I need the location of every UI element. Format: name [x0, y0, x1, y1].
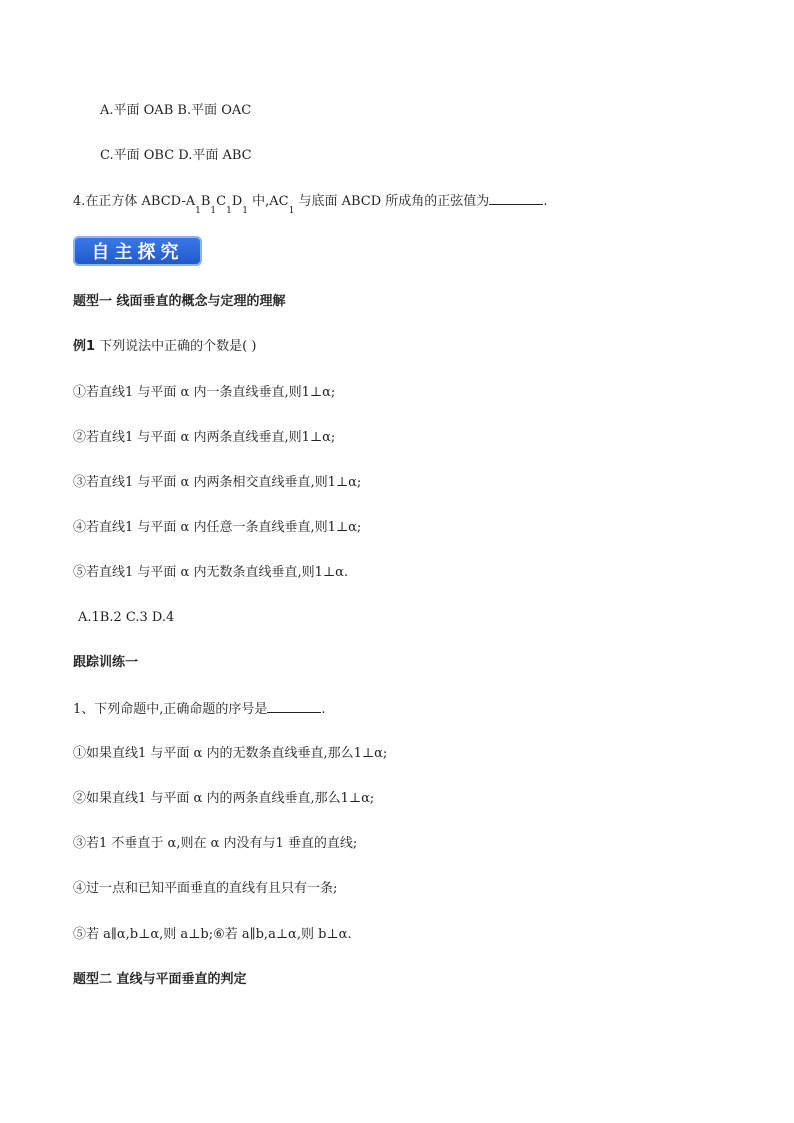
example1-item-4: ④若直线1 与平面 α 内任意一条直线垂直,则1⊥α;	[73, 520, 362, 535]
example1-options: A.1B.2 C.3 D.4	[78, 610, 175, 625]
q4-sub-5: 1	[288, 206, 295, 216]
q3-options-row2: C.平面 OBC D.平面 ABC	[100, 148, 252, 163]
q4-suffix: 与底面 ABCD 所成角的正弦值为	[294, 194, 490, 209]
q4-sub-2: 1	[210, 206, 217, 216]
example1-item-2: ②若直线1 与平面 α 内两条直线垂直,则1⊥α;	[73, 430, 336, 445]
example1-question	[73, 338, 256, 356]
practice1-q1-end: .	[321, 702, 326, 717]
q4-sub-1: 1	[195, 206, 201, 216]
q3-options-row1: A.平面 OAB B.平面 OAC	[100, 103, 252, 118]
example1-item-5: ⑤若直线1 与平面 α 内无数条直线垂直,则1⊥α.	[73, 565, 348, 580]
q4-mid: 中,AC	[248, 194, 289, 209]
practice1-item-3: ③若1 不垂直于 α,则在 α 内没有与1 垂直的直线;	[73, 836, 358, 851]
q4-sub-4: 1	[242, 206, 249, 216]
practice1-item-5: ⑤若 a∥α,b⊥α,则 a⊥b;⑥若 a∥b,a⊥α,则 b⊥α.	[73, 927, 352, 942]
q4-question	[73, 192, 548, 216]
practice1-item-4: ④过一点和已知平面垂直的直线有且只有一条;	[73, 881, 338, 896]
example1-stem: 下列说法中正确的个数是( )	[95, 339, 257, 354]
q4-prefix: 4.在正方体 ABCD-A	[73, 194, 196, 209]
q4-end: .	[543, 194, 548, 209]
section-badge: 自主探究	[73, 236, 202, 266]
practice1-item-1: ①如果直线1 与平面 α 内的无数条直线垂直,那么1⊥α;	[73, 746, 388, 761]
q4-c: C	[216, 194, 227, 209]
q4-sub-3: 1	[226, 206, 232, 216]
answer-blank[interactable]	[267, 700, 321, 713]
type2-heading: 题型二 直线与平面垂直的判定	[73, 972, 247, 987]
practice1-item-2: ②如果直线1 与平面 α 内的两条直线垂直,那么1⊥α;	[73, 791, 375, 806]
practice1-q1-stem: 1、下列命题中,正确命题的序号是	[73, 702, 268, 717]
practice1-q1	[73, 700, 326, 719]
practice1-heading: 跟踪训练一	[73, 655, 139, 670]
q4-d: D	[231, 194, 243, 209]
answer-blank[interactable]	[489, 192, 543, 205]
example1-item-1: ①若直线1 与平面 α 内一条直线垂直,则1⊥α;	[73, 385, 336, 400]
q4-b: B	[200, 194, 211, 209]
example1-label: 例1	[73, 339, 96, 354]
example1-item-3: ③若直线1 与平面 α 内两条相交直线垂直,则1⊥α;	[73, 475, 362, 490]
type1-heading: 题型一 线面垂直的概念与定理的理解	[73, 294, 286, 309]
